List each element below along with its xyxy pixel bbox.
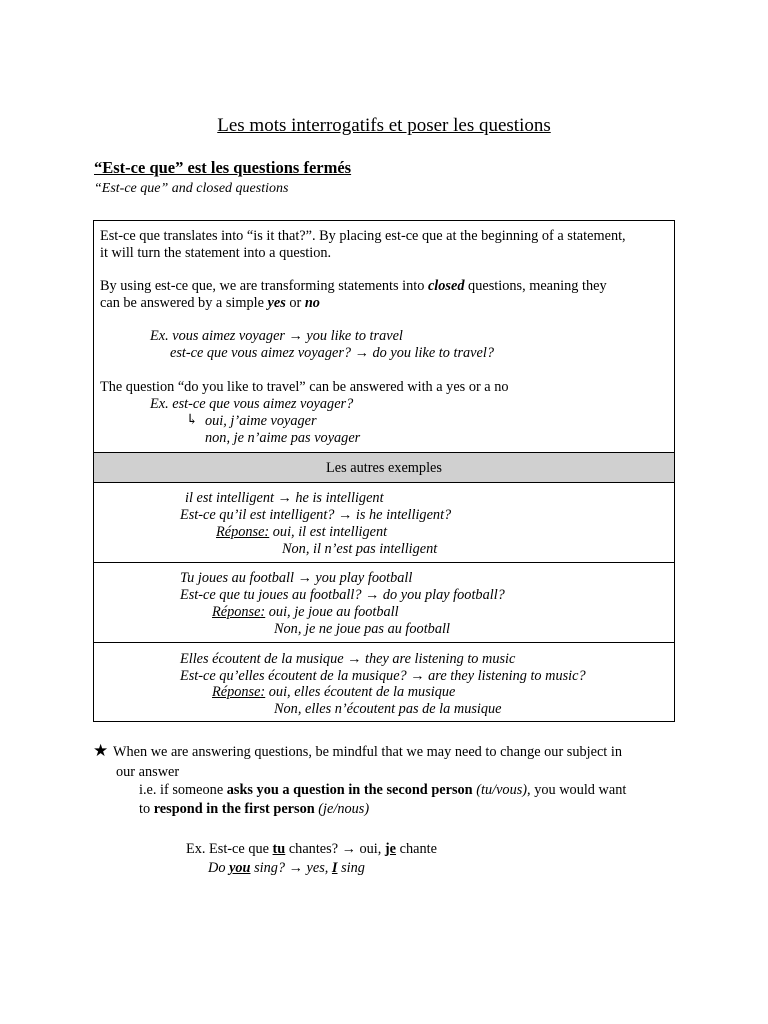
- other-example-2-answer-1: Réponse: oui, je joue au football: [212, 604, 399, 620]
- other-example-3-line-1: Elles écoutent de la musique → they are listening to music: [180, 651, 516, 667]
- other-example-3-answer-2: Non, elles n’écoutent pas de la musique: [274, 701, 502, 717]
- other-example-2-line-1: Tu joues au football → you play football: [180, 570, 413, 586]
- return-arrow-icon: ↳: [186, 412, 198, 428]
- lesson-table: [93, 220, 675, 722]
- note-line-2: our answer: [116, 764, 180, 780]
- example-1-line-1: Ex. vous aimez voyager → you like to travel: [150, 328, 403, 344]
- section-subheading: “Est-ce que” and closed questions: [94, 181, 289, 196]
- note-line-4: to respond in the first person (je/nous): [139, 801, 370, 817]
- example-1-line-2: est-ce que vous aimez voyager? → do you like to travel?: [170, 345, 494, 361]
- other-example-3-answer-1: Réponse: oui, elles écoutent de la musique: [212, 684, 456, 700]
- note-line-1: When we are answering questions, be mindful that we may need to change our subject in: [113, 744, 622, 760]
- other-example-1-answer-2: Non, il n’est pas intelligent: [282, 541, 438, 557]
- other-example-2-line-2: Est-ce que tu joues au football? → do you play football?: [180, 587, 505, 603]
- example-2-line-3: non, je n’aime pas voyager: [205, 430, 361, 446]
- star-icon: ★: [93, 741, 109, 760]
- example-2-line-2: oui, j’aime voyager: [205, 413, 317, 429]
- examples-header-band: [94, 453, 674, 482]
- page-title: Les mots interrogatifs et poser les questions: [217, 115, 551, 136]
- other-example-2-answer-2: Non, je ne joue pas au football: [274, 621, 450, 637]
- intro-paragraph-2-line-2: can be answered by a simple yes or no: [100, 295, 320, 311]
- intro-paragraph-1-line-1: Est-ce que translates into “is it that?”. By placing est-ce que at the beginning of a statement,: [100, 228, 626, 244]
- note-example-1: Ex. Est-ce que tu chantes? → oui, je chante: [186, 841, 437, 857]
- section-heading: “Est-ce que” est les questions fermés: [94, 158, 352, 177]
- examples-header-label: Les autres exemples: [326, 460, 442, 476]
- note-line-3: i.e. if someone asks you a question in the second person (tu/vous), you would want: [139, 782, 627, 798]
- other-example-1-line-2: Est-ce qu’il est intelligent? → is he intelligent?: [180, 507, 452, 523]
- intro-paragraph-2-line-1: By using est-ce que, we are transforming statements into closed questions, meaning they: [100, 278, 607, 294]
- other-example-1-line-1: il est intelligent → he is intelligent: [185, 490, 384, 506]
- other-example-1-answer-1: Réponse: oui, il est intelligent: [216, 524, 388, 540]
- note-example-2: Do you sing? → yes, I sing: [208, 860, 365, 876]
- intro-paragraph-1-line-2: it will turn the statement into a question.: [100, 245, 332, 261]
- example-2-line-1: Ex. est-ce que vous aimez voyager?: [150, 396, 354, 412]
- other-example-3-line-2: Est-ce qu’elles écoutent de la musique? → are they listening to music?: [180, 668, 586, 684]
- intro-paragraph-3: The question “do you like to travel” can be answered with a yes or a no: [100, 379, 509, 395]
